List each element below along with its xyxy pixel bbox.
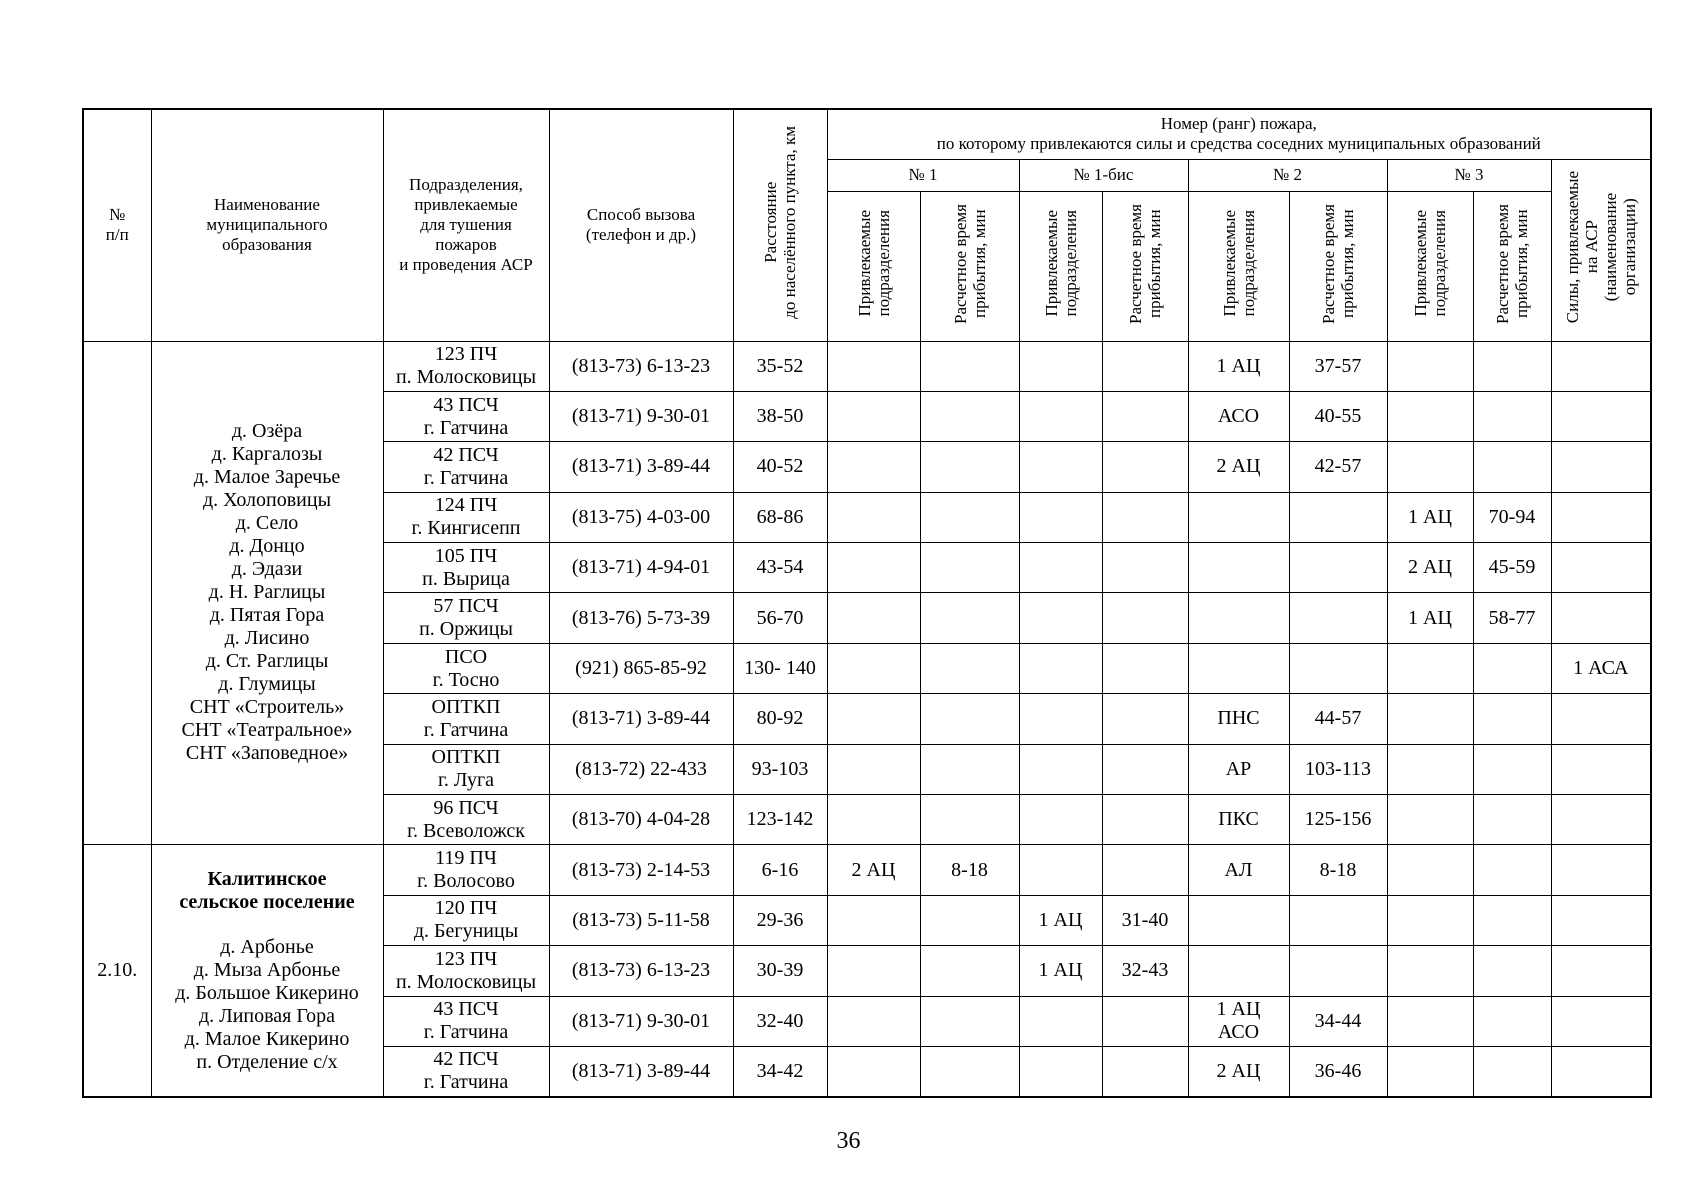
rank-value-cell	[920, 543, 1019, 593]
rank-value-cell	[827, 341, 920, 391]
rank-value-cell	[827, 442, 920, 492]
rank-value-cell: 125-156	[1289, 795, 1387, 845]
municipality-cell	[151, 845, 383, 1097]
rank-value-cell: 2 АЦ	[827, 845, 920, 895]
rank-value-cell: 2 АЦ	[1188, 442, 1289, 492]
rank-value-cell	[1551, 593, 1651, 643]
rank-value-cell	[827, 391, 920, 441]
rank-value-cell	[1473, 795, 1551, 845]
rank-value-cell: 1 АЦ АСО	[1188, 996, 1289, 1046]
table-row	[83, 845, 1651, 895]
rank-value-cell	[1019, 593, 1102, 643]
rank-value-cell: 1 АЦ	[1188, 341, 1289, 391]
phone-cell: (813-71) 3-89-44	[549, 694, 733, 744]
rank-value-cell	[920, 895, 1019, 945]
distance-cell: 38-50	[733, 391, 827, 441]
rank-value-cell	[1102, 744, 1188, 794]
time-subheader: Расчетное время прибытия, мин	[920, 191, 1019, 341]
rank-value-cell	[1102, 442, 1188, 492]
rank-value-cell	[1551, 996, 1651, 1046]
rank-value-cell: 8-18	[1289, 845, 1387, 895]
phone-cell: (813-73) 6-13-23	[549, 946, 733, 996]
rank-value-cell	[1551, 543, 1651, 593]
unit-cell: ОПТКП г. Гатчина	[383, 694, 549, 744]
rank-value-cell	[1289, 543, 1387, 593]
rank-value-cell	[920, 996, 1019, 1046]
rank-value-cell: ПНС	[1188, 694, 1289, 744]
rank-value-cell	[1387, 341, 1473, 391]
units-subheader: Привлекаемые подразделения	[1387, 191, 1473, 341]
rank-value-cell	[1188, 593, 1289, 643]
unit-cell: 120 ПЧ д. Бегуницы	[383, 895, 549, 945]
rank-value-cell: 2 АЦ	[1387, 543, 1473, 593]
rank-value-cell	[1387, 795, 1473, 845]
rank-value-cell	[920, 1046, 1019, 1096]
rank-value-cell	[1473, 1046, 1551, 1096]
rank-value-cell	[1102, 543, 1188, 593]
rank-value-cell	[1387, 996, 1473, 1046]
rank-value-cell	[1387, 744, 1473, 794]
distance-cell: 34-42	[733, 1046, 827, 1096]
unit-cell: 57 ПСЧ п. Оржицы	[383, 593, 549, 643]
rank-value-cell	[1019, 341, 1102, 391]
rank-value-cell: АСО	[1188, 391, 1289, 441]
rank-value-cell	[1387, 391, 1473, 441]
rank-value-cell	[1387, 1046, 1473, 1096]
rank-value-cell	[920, 795, 1019, 845]
unit-cell: 119 ПЧ г. Волосово	[383, 845, 549, 895]
rank-value-cell	[1387, 694, 1473, 744]
rank-value-cell: АЛ	[1188, 845, 1289, 895]
rank-value-cell	[1019, 795, 1102, 845]
rank-value-cell	[1019, 643, 1102, 693]
rank-value-cell	[1102, 795, 1188, 845]
rank-value-cell	[920, 744, 1019, 794]
rank-value-cell	[1551, 946, 1651, 996]
rank-value-cell	[1102, 492, 1188, 542]
rank-value-cell: 2 АЦ	[1188, 1046, 1289, 1096]
table-row	[83, 341, 1651, 391]
rank-value-cell	[920, 492, 1019, 542]
rank-value-cell	[1387, 442, 1473, 492]
phone-cell: (813-71) 9-30-01	[549, 996, 733, 1046]
rank-value-cell	[1188, 643, 1289, 693]
rank-value-cell	[1551, 694, 1651, 744]
rank-value-cell	[827, 543, 920, 593]
rank-value-cell	[1019, 845, 1102, 895]
rank-1bis-header: № 1-бис	[1019, 159, 1188, 191]
unit-cell: 42 ПСЧ г. Гатчина	[383, 442, 549, 492]
rank-value-cell	[1387, 946, 1473, 996]
rank-header: Номер (ранг) пожара, по которому привлекаются силы и средства соседних муниципальных образований	[827, 109, 1651, 159]
distance-cell: 130- 140	[733, 643, 827, 693]
phone-cell: (813-72) 22-433	[549, 744, 733, 794]
rank-value-cell	[827, 694, 920, 744]
rank-1-header: № 1	[827, 159, 1019, 191]
rank-value-cell	[1387, 845, 1473, 895]
rank-value-cell	[1473, 341, 1551, 391]
rank-value-cell: 42-57	[1289, 442, 1387, 492]
phone-cell: (813-71) 3-89-44	[549, 442, 733, 492]
rank-value-cell	[1551, 744, 1651, 794]
unit-cell: 124 ПЧ г. Кингисепп	[383, 492, 549, 542]
rank-2-header: № 2	[1188, 159, 1387, 191]
rank-value-cell	[1551, 1046, 1651, 1096]
rank-value-cell	[1289, 895, 1387, 945]
unit-cell: 43 ПСЧ г. Гатчина	[383, 996, 549, 1046]
rank-value-cell	[827, 643, 920, 693]
rank-value-cell	[827, 593, 920, 643]
rank-value-cell	[920, 341, 1019, 391]
unit-cell: ОПТКП г. Луга	[383, 744, 549, 794]
rank-value-cell	[920, 391, 1019, 441]
rank-value-cell	[1188, 946, 1289, 996]
rank-value-cell	[1387, 895, 1473, 945]
distance-cell: 6-16	[733, 845, 827, 895]
col-distance-header: Расстояние до населённого пункта, км	[733, 109, 827, 341]
rank-value-cell	[920, 946, 1019, 996]
unit-cell: ПСО г. Тосно	[383, 643, 549, 693]
units-subheader: Привлекаемые подразделения	[1019, 191, 1102, 341]
distance-cell: 30-39	[733, 946, 827, 996]
rank-value-cell	[920, 643, 1019, 693]
phone-cell: (813-76) 5-73-39	[549, 593, 733, 643]
distance-cell: 93-103	[733, 744, 827, 794]
rank-value-cell	[1102, 694, 1188, 744]
rank-value-cell	[1019, 1046, 1102, 1096]
distance-cell: 35-52	[733, 341, 827, 391]
rank-value-cell	[827, 744, 920, 794]
rank-value-cell	[1551, 492, 1651, 542]
rank-value-cell: 40-55	[1289, 391, 1387, 441]
phone-cell: (813-73) 6-13-23	[549, 341, 733, 391]
distance-cell: 123-142	[733, 795, 827, 845]
rank-value-cell: 103-113	[1289, 744, 1387, 794]
rank-value-cell	[1551, 442, 1651, 492]
rank-value-cell	[1551, 341, 1651, 391]
distance-cell: 32-40	[733, 996, 827, 1046]
phone-cell: (813-70) 4-04-28	[549, 795, 733, 845]
rank-value-cell	[1019, 543, 1102, 593]
phone-cell: (813-71) 4-94-01	[549, 543, 733, 593]
rank-value-cell	[1289, 492, 1387, 542]
rank-value-cell	[1019, 442, 1102, 492]
rank-value-cell	[1102, 996, 1188, 1046]
rank-value-cell: 1 АЦ	[1019, 946, 1102, 996]
row-number: 2.10.	[83, 845, 151, 1097]
rank-value-cell	[1102, 1046, 1188, 1096]
phone-cell: (813-73) 2-14-53	[549, 845, 733, 895]
rank-value-cell: 31-40	[1102, 895, 1188, 945]
rank-value-cell	[827, 946, 920, 996]
rank-value-cell	[827, 492, 920, 542]
fire-forces-table	[82, 108, 1652, 1098]
rank-value-cell	[1473, 946, 1551, 996]
rank-value-cell	[1019, 996, 1102, 1046]
rank-value-cell	[1289, 643, 1387, 693]
rank-value-cell: 1 АСА	[1551, 643, 1651, 693]
rank-value-cell	[1551, 895, 1651, 945]
distance-cell: 56-70	[733, 593, 827, 643]
rank-value-cell: 1 АЦ	[1387, 593, 1473, 643]
rank-value-cell	[1551, 391, 1651, 441]
distance-cell: 29-36	[733, 895, 827, 945]
rank-value-cell	[1473, 845, 1551, 895]
time-subheader: Расчетное время прибытия, мин	[1473, 191, 1551, 341]
rank-value-cell	[1387, 643, 1473, 693]
rank-value-cell	[1019, 744, 1102, 794]
rank-value-cell	[1551, 845, 1651, 895]
unit-cell: 96 ПСЧ г. Всеволожск	[383, 795, 549, 845]
phone-cell: (813-75) 4-03-00	[549, 492, 733, 542]
col-num-header: № п/п	[83, 109, 151, 341]
municipality-cell	[151, 341, 383, 845]
rank-value-cell	[1102, 341, 1188, 391]
rank-value-cell	[1019, 694, 1102, 744]
rank-value-cell: 37-57	[1289, 341, 1387, 391]
unit-cell: 105 ПЧ п. Вырица	[383, 543, 549, 593]
rank-value-cell: 70-94	[1473, 492, 1551, 542]
rank-value-cell	[920, 593, 1019, 643]
rank-value-cell: 34-44	[1289, 996, 1387, 1046]
rank-value-cell	[1473, 996, 1551, 1046]
rank-value-cell	[1102, 593, 1188, 643]
phone-cell: (813-71) 3-89-44	[549, 1046, 733, 1096]
time-subheader: Расчетное время прибытия, мин	[1102, 191, 1188, 341]
phone-cell: (813-73) 5-11-58	[549, 895, 733, 945]
page-number: 36	[836, 1128, 861, 1154]
unit-cell: 123 ПЧ п. Молосковицы	[383, 946, 549, 996]
rank-value-cell: ПКС	[1188, 795, 1289, 845]
rank-value-cell: АР	[1188, 744, 1289, 794]
rank-value-cell: 58-77	[1473, 593, 1551, 643]
unit-cell: 43 ПСЧ г. Гатчина	[383, 391, 549, 441]
rank-value-cell	[1102, 643, 1188, 693]
rank-value-cell: 45-59	[1473, 543, 1551, 593]
rank-value-cell	[1289, 946, 1387, 996]
distance-cell: 80-92	[733, 694, 827, 744]
rank-value-cell	[827, 795, 920, 845]
rank-3-header: № 3	[1387, 159, 1551, 191]
rank-value-cell	[920, 442, 1019, 492]
unit-cell: 123 ПЧ п. Молосковицы	[383, 341, 549, 391]
rank-value-cell: 32-43	[1102, 946, 1188, 996]
rank-value-cell	[1473, 391, 1551, 441]
distance-cell: 43-54	[733, 543, 827, 593]
rank-value-cell	[1188, 543, 1289, 593]
municipality-title: Калитинское сельское поселение	[179, 867, 355, 913]
rank-value-cell	[1473, 643, 1551, 693]
rank-value-cell	[1551, 795, 1651, 845]
rank-value-cell	[1102, 845, 1188, 895]
distance-cell: 68-86	[733, 492, 827, 542]
rank-value-cell	[827, 996, 920, 1046]
col-name-header: Наименование муниципального образования	[151, 109, 383, 341]
rank-value-cell	[1473, 895, 1551, 945]
col-call-header: Способ вызова (телефон и др.)	[549, 109, 733, 341]
asr-forces-header: Силы, привлекаемые на АСР (наименование организации)	[1551, 159, 1651, 341]
rank-value-cell	[1102, 391, 1188, 441]
rank-value-cell: 36-46	[1289, 1046, 1387, 1096]
rank-value-cell	[1019, 492, 1102, 542]
rank-value-cell: 44-57	[1289, 694, 1387, 744]
rank-value-cell	[1188, 492, 1289, 542]
row-number	[83, 341, 151, 845]
rank-value-cell	[1188, 895, 1289, 945]
rank-value-cell	[1289, 593, 1387, 643]
unit-cell: 42 ПСЧ г. Гатчина	[383, 1046, 549, 1096]
phone-cell: (813-71) 9-30-01	[549, 391, 733, 441]
phone-cell: (921) 865-85-92	[549, 643, 733, 693]
rank-value-cell	[1473, 442, 1551, 492]
time-subheader: Расчетное время прибытия, мин	[1289, 191, 1387, 341]
rank-value-cell: 1 АЦ	[1387, 492, 1473, 542]
rank-value-cell	[1473, 744, 1551, 794]
settlement-list: д. Арбонье д. Мыза Арбонье д. Большое Кикерино д. Липовая Гора д. Малое Кикерино п. Отделение с/х	[175, 935, 359, 1073]
distance-cell: 40-52	[733, 442, 827, 492]
settlement-list: д. Озёра д. Каргалозы д. Малое Заречье д. Холоповицы д. Село д. Донцо д. Эдази д. Н. Раглицы д. Пятая Гора д. Лисино д. Ст. Раглицы д. Глумицы СНТ «Строитель» СНТ «Театральное» СНТ «Заповедное»	[181, 420, 353, 765]
rank-value-cell	[827, 1046, 920, 1096]
rank-value-cell: 1 АЦ	[1019, 895, 1102, 945]
rank-value-cell: 8-18	[920, 845, 1019, 895]
units-subheader: Привлекаемые подразделения	[827, 191, 920, 341]
rank-value-cell	[1473, 694, 1551, 744]
rank-value-cell	[920, 694, 1019, 744]
col-units-header: Подразделения, привлекаемые для тушения пожаров и проведения АСР	[383, 109, 549, 341]
rank-value-cell	[1019, 391, 1102, 441]
rank-value-cell	[827, 895, 920, 945]
units-subheader: Привлекаемые подразделения	[1188, 191, 1289, 341]
